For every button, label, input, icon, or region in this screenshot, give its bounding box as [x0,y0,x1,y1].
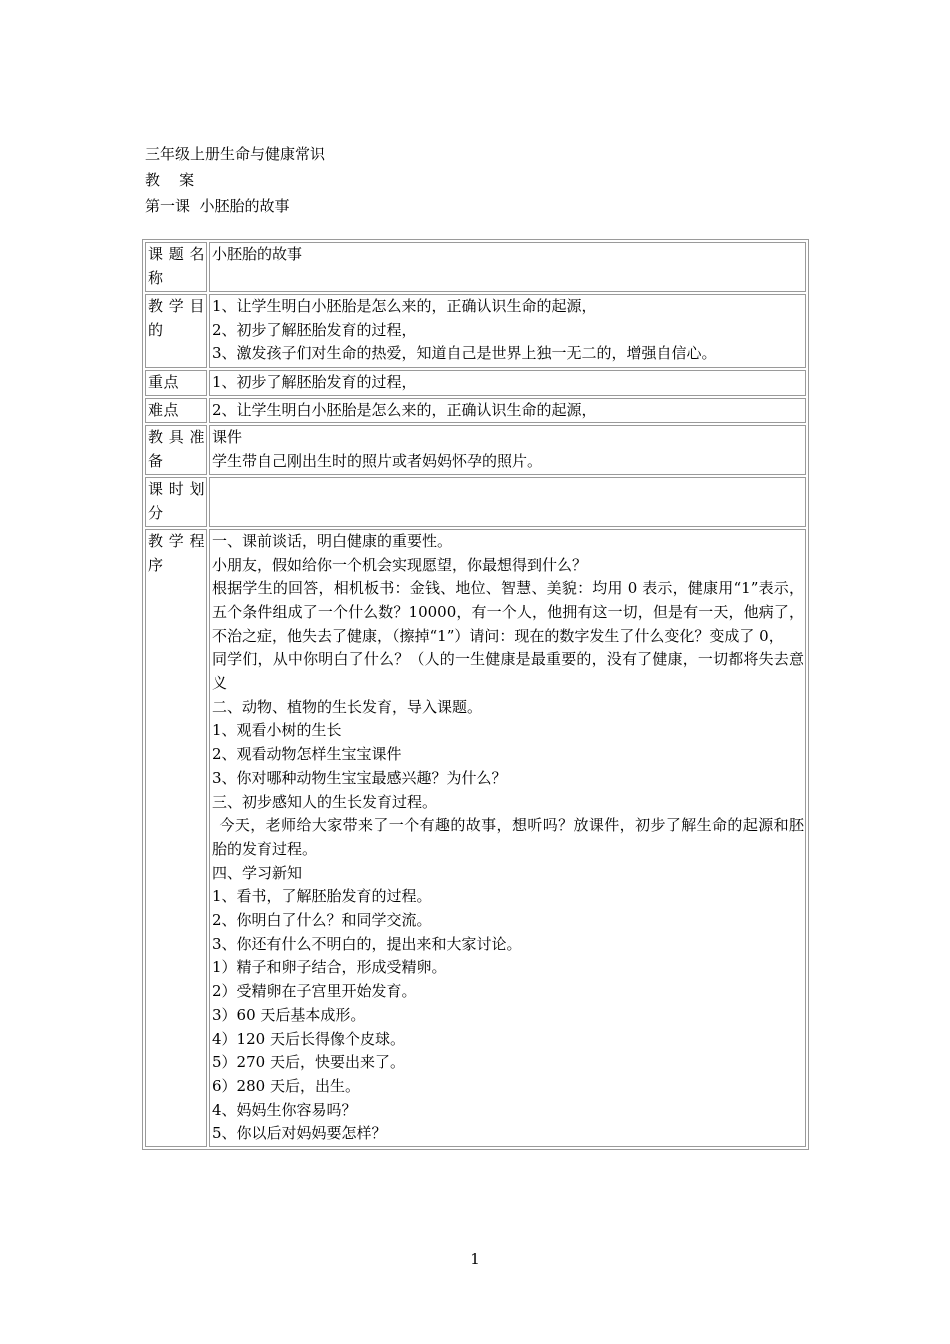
content-line: 6）280 天后，出生。 [212,1076,360,1095]
row-label: 课题名称 [145,242,207,292]
row-content [209,398,806,424]
row-content [209,242,806,292]
row-content [209,294,806,368]
content-line: 今天，老师给大家带来了一个有趣的故事，想听吗？放课件，初步了解生命的起源和胚胎的发育过程。 [212,816,804,858]
document-title: 三年级上册生命与健康常识 [145,145,326,163]
table-row-schedule [145,477,806,527]
content-line: 2、让学生明白小胚胎是怎么来的，正确认识生命的起源， [212,400,597,419]
content-line: 四、学习新知 [212,863,303,882]
page-number: 1 [470,1250,480,1268]
row-content [209,529,806,1147]
content-line: 2、观看动物怎样生宝宝课件 [212,745,402,764]
row-label: 课时划分 [145,477,207,527]
content-line: 4、妈妈生你容易吗？ [212,1100,357,1119]
content-line: 3、你对哪种动物生宝宝最感兴趣？为什么？ [212,768,507,787]
content-line: 同学们，从中你明白了什么？（人的一生健康是最重要的，没有了健康，一切都将失去意义 [212,650,804,693]
lesson-heading: 第一课 小胚胎的故事 [145,197,290,215]
row-label: 教学程序 [145,529,207,1147]
content-line: 1、看书，了解胚胎发育的过程。 [212,887,432,906]
content-line: 课件 [212,428,243,447]
content-line: 三、初步感知人的生长发育过程。 [212,792,438,811]
content-line: 学生带自己刚出生时的照片或者妈妈怀孕的照片。 [212,452,543,471]
content-line: 一、课前谈话，明白健康的重要性。 [212,531,453,550]
content-line: 1）精子和卵子结合，形成受精卵。 [212,958,447,977]
content-line: 3）60 天后基本成形。 [212,1005,366,1024]
content-line: 二、动物、植物的生长发育，导入课题。 [212,697,483,716]
row-label: 教具准备 [145,425,207,474]
document-subtitle: 教 案 [145,171,195,189]
row-label: 教学目的 [145,294,207,368]
content-line: 2、你明白了什么？和同学交流。 [212,911,432,930]
row-content [209,370,806,396]
content-line: 3、激发孩子们对生命的热爱，知道自己是世界上独一无二的，增强自信心。 [212,344,717,363]
content-line: 根据学生的回答，相机板书：金钱、地位、智慧、美貌：均用 0 表示，健康用“1”表示，五个条件组成了一个什么数？10000，有一个人，他拥有这一切，但是有一天，他病了，不治之症，他失去了健康，（擦掉“1”）请问：现在的数字发生了什么变化？变成了 0， [212,579,804,645]
content-line: 5、你以后对妈妈要怎样？ [212,1124,387,1143]
row-content [209,425,806,474]
row-label: 重点 [145,370,207,396]
content-line: 1、让学生明白小胚胎是怎么来的，正确认识生命的起源， [212,297,597,315]
content-line: 2、初步了解胚胎发育的过程， [212,320,417,339]
row-content [209,477,806,527]
table-row-materials [145,425,806,474]
row-label: 难点 [145,398,207,424]
content-line: 2）受精卵在子宫里开始发育。 [212,982,417,1001]
content-line: 小胚胎的故事 [212,245,303,263]
content-line: 4）120 天后长得像个皮球。 [212,1029,405,1048]
content-line: 5）270 天后，快要出来了。 [212,1053,405,1072]
table-row-topic [145,242,806,292]
content-line: 1、观看小树的生长 [212,721,342,740]
lesson-plan-table [142,239,809,1150]
content-line: 小朋友，假如给你一个机会实现愿望，你最想得到什么？ [212,555,588,574]
document-header [145,141,325,219]
table-row-objectives [145,294,806,368]
content-line: 3、你还有什么不明白的，提出来和大家讨论。 [212,934,522,953]
table-row-difficulty [145,398,806,424]
table-row-procedure [145,529,806,1147]
content-line: 1、初步了解胚胎发育的过程， [212,373,417,391]
table-row-key-point [145,370,806,396]
